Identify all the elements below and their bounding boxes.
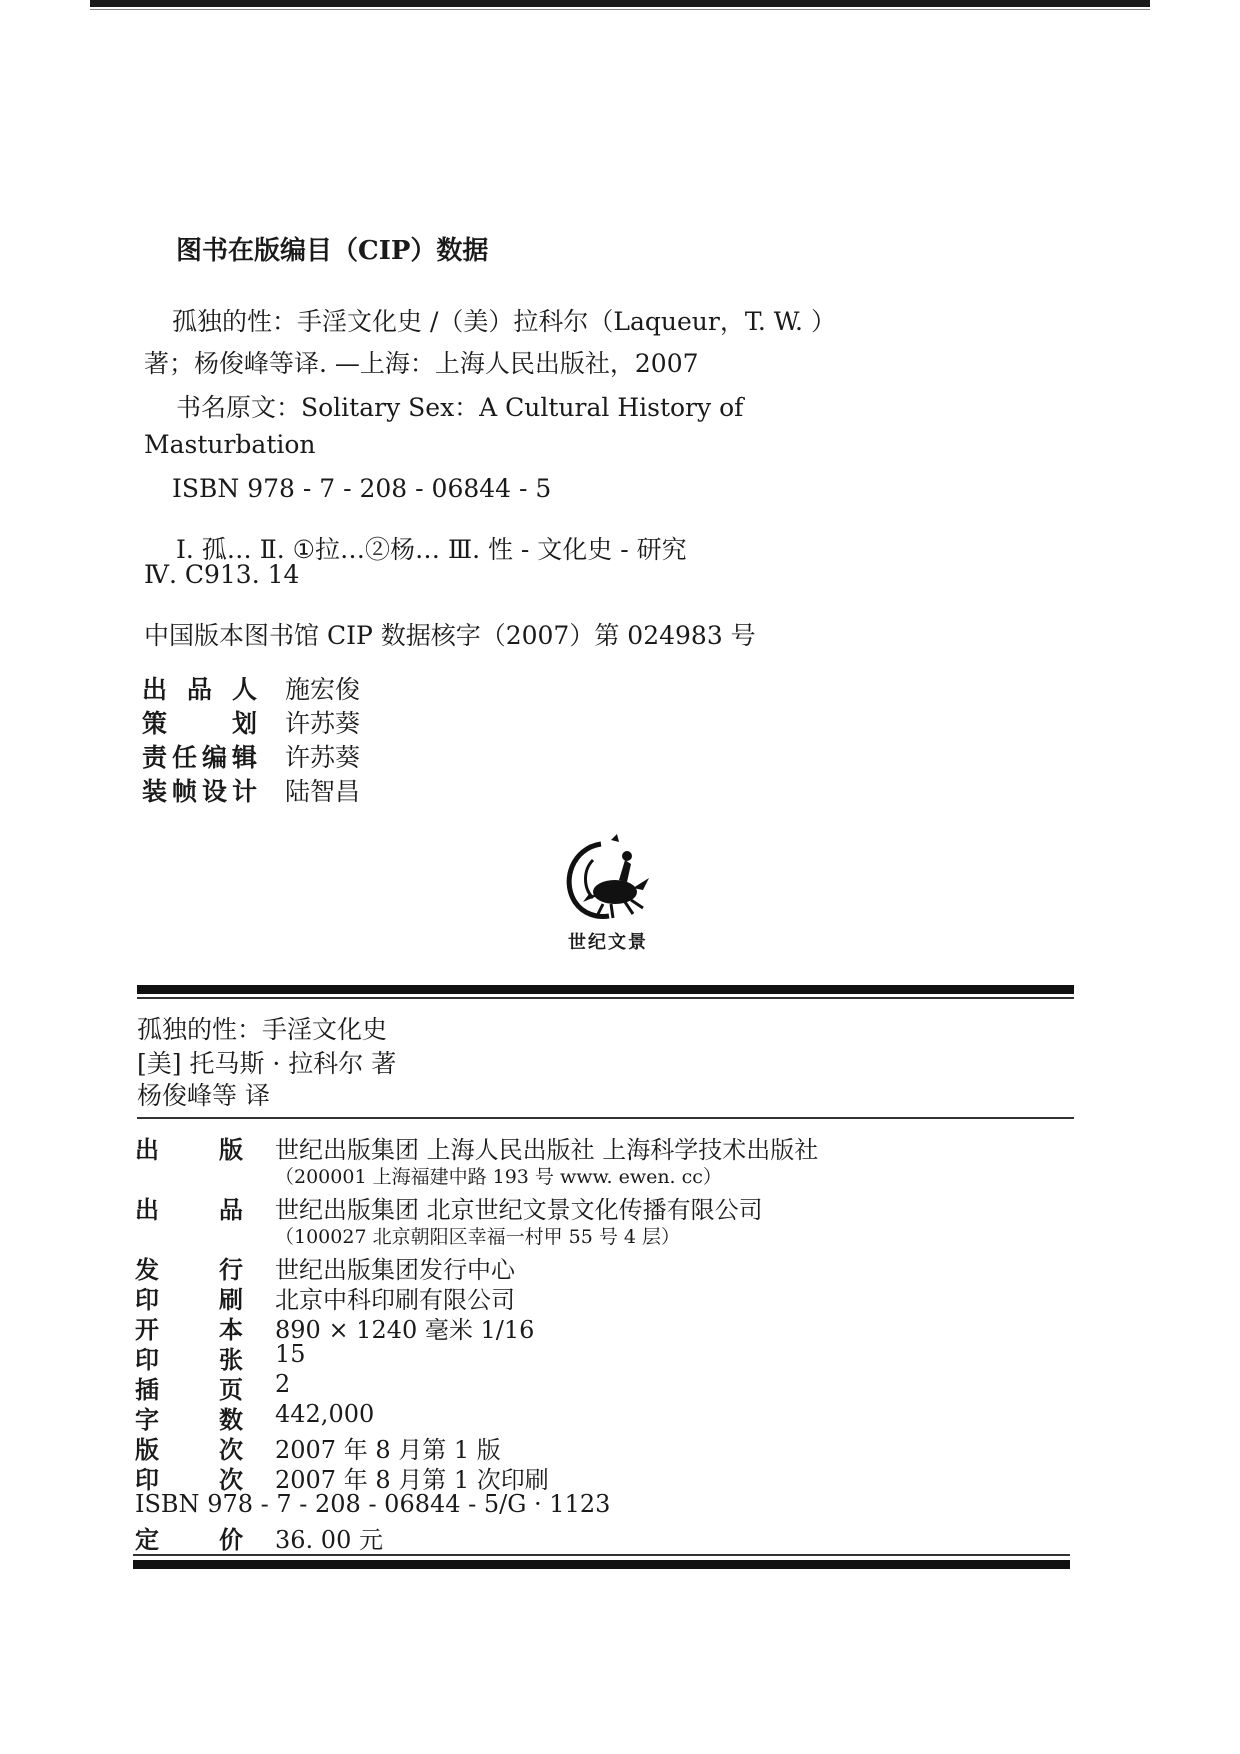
- pub-label: 发: [135, 1255, 159, 1284]
- colophon-bottom-rule-thin: [133, 1554, 1070, 1556]
- pub-label: 印: [135, 1285, 159, 1314]
- colophon-top-rule-thin: [137, 997, 1074, 999]
- pub-label: 开: [135, 1315, 159, 1344]
- pub-value: 2007 年 8 月第 1 版: [275, 1436, 501, 1464]
- cip-line-code: Ⅳ. C913. 14: [144, 560, 300, 589]
- pub-label: 页: [219, 1375, 243, 1404]
- credit-value: 施宏俊: [285, 675, 361, 704]
- cip-line-publisher: 著；杨俊峰等译. —上海：上海人民出版社，2007: [144, 349, 699, 378]
- pub-value: 442,000: [275, 1400, 375, 1428]
- cip-heading: 图书在版编目（CIP）数据: [176, 236, 489, 266]
- pub-label: 版: [135, 1435, 159, 1464]
- book-title: 孤独的性：手淫文化史: [137, 1015, 388, 1044]
- pub-label: 字: [135, 1405, 159, 1434]
- pub-label: 次: [219, 1465, 243, 1494]
- pub-value: 36. 00 元: [275, 1526, 383, 1554]
- pub-label: 版: [219, 1135, 243, 1164]
- book-translator: 杨俊峰等 译: [137, 1081, 270, 1110]
- credit-label: 策划: [142, 709, 257, 738]
- pub-label: 数: [219, 1405, 243, 1434]
- pub-label: 张: [219, 1345, 243, 1374]
- pub-label: 印: [135, 1465, 159, 1494]
- credit-label: 出品人: [142, 675, 257, 704]
- pub-value: 世纪出版集团发行中心: [275, 1256, 515, 1284]
- colophon-bottom-rule: [133, 1560, 1070, 1569]
- credit-label: 责任编辑: [142, 743, 257, 772]
- top-rule: [90, 0, 1150, 7]
- pub-value: 2007 年 8 月第 1 次印刷: [275, 1466, 549, 1494]
- pub-isbn: ISBN 978 - 7 - 208 - 06844 - 5/G · 1123: [135, 1490, 611, 1518]
- cip-line-original-title-cont: Masturbation: [144, 430, 316, 459]
- pub-label: 本: [219, 1315, 243, 1344]
- book-author: [美] 托马斯 · 拉科尔 著: [137, 1049, 397, 1078]
- cip-line-isbn: ISBN 978 - 7 - 208 - 06844 - 5: [172, 474, 552, 503]
- pub-label: 插: [135, 1375, 159, 1404]
- logo-caption: 世纪文景: [568, 932, 648, 953]
- colophon-middle-rule: [137, 1117, 1074, 1119]
- pub-label: 出: [135, 1135, 159, 1164]
- pub-value: 北京中科印刷有限公司: [275, 1286, 515, 1314]
- pub-address: （200001 上海福建中路 193 号 www. ewen. cc）: [275, 1166, 722, 1188]
- pub-label: 品: [219, 1195, 243, 1224]
- credit-value: 许苏葵: [285, 709, 361, 738]
- cip-line-title: 孤独的性：手淫文化史 /（美）拉科尔（Laqueur，T. W. ）: [172, 307, 836, 336]
- pub-value: 15: [275, 1340, 306, 1368]
- pub-address: （100027 北京朝阳区幸福一村甲 55 号 4 层）: [275, 1226, 680, 1248]
- credit-value: 陆智昌: [285, 777, 361, 806]
- pub-label: 行: [219, 1255, 243, 1284]
- pub-label: 刷: [219, 1285, 243, 1314]
- colophon-top-rule: [137, 985, 1074, 994]
- cip-line-verification: 中国版本图书馆 CIP 数据核字（2007）第 024983 号: [144, 621, 756, 650]
- pub-label: 定: [135, 1525, 159, 1554]
- cip-line-classification: Ⅰ. 孤… Ⅱ. ①拉…②杨… Ⅲ. 性 - 文化史 - 研究: [176, 535, 687, 564]
- pub-value: 2: [275, 1370, 291, 1398]
- credit-label: 装帧设计: [142, 777, 257, 806]
- pub-label: 印: [135, 1345, 159, 1374]
- credit-value: 许苏葵: [285, 743, 361, 772]
- pub-label: 出: [135, 1195, 159, 1224]
- pub-label: 价: [219, 1525, 243, 1554]
- pub-value: 世纪出版集团 北京世纪文景文化传播有限公司: [275, 1196, 763, 1224]
- top-rule-thin: [90, 9, 1150, 10]
- cip-line-original-title: 书名原文：Solitary Sex：A Cultural History of: [176, 393, 744, 422]
- pub-value: 890 × 1240 毫米 1/16: [275, 1316, 535, 1344]
- pub-value: 世纪出版集团 上海人民出版社 上海科学技术出版社: [275, 1136, 819, 1164]
- pub-label: 次: [219, 1435, 243, 1464]
